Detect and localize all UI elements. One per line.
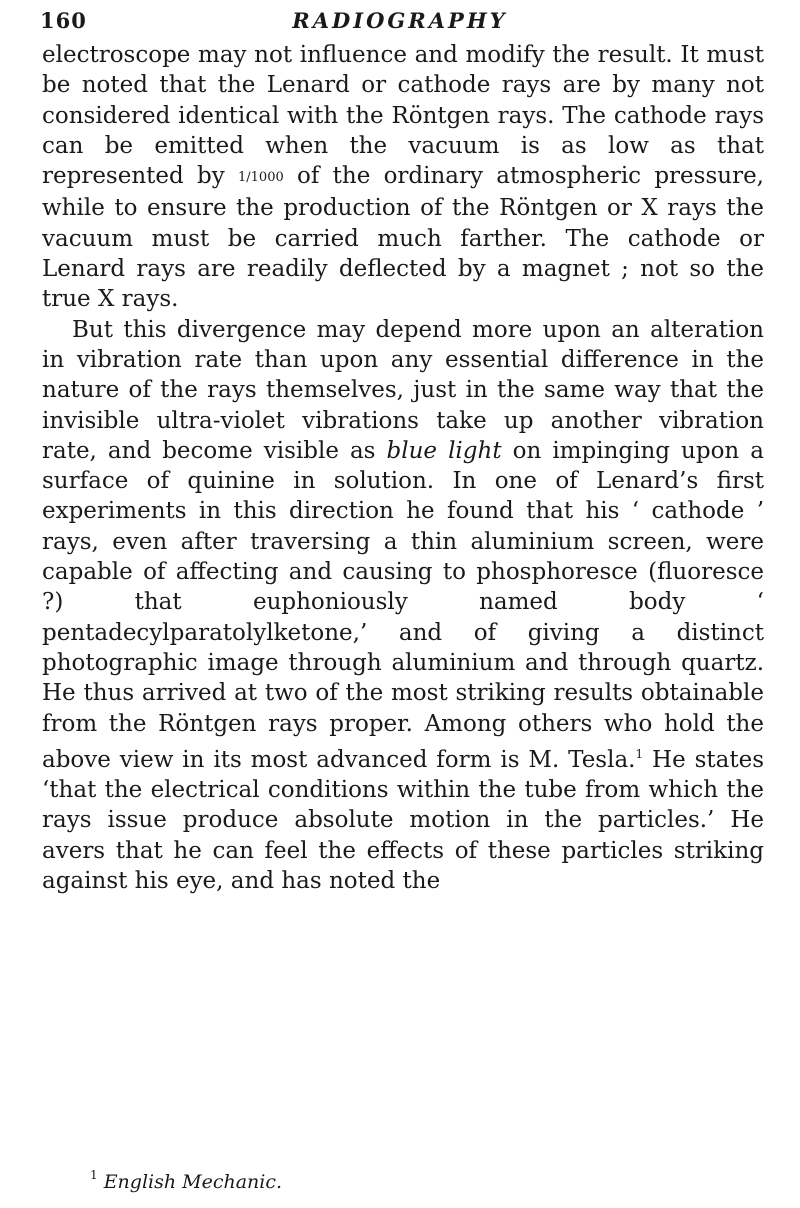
fraction: 1/1000 [238,170,284,186]
footnote-text: English Mechanic. [103,1171,283,1193]
body-text [42,40,764,896]
paragraph-text: But this divergence may depend more upon an alteration in vibration rate than upon any essential difference in the nature of the rays themselves, just in the same way that the invisible ultra-violet vibrations take up another vibration rate, and become visible as [42,316,764,464]
paragraph-text: on impinging upon a surface of quinine in solution. In one of Lenard’s first experiments in this direction he found that his ‘ cathode ’ rays, even after traversing a thin aluminium screen, were capable of affecting and causing to phosphoresce (fluoresce ?) that euphoniously named body ‘ pentadecylparatolylketone,’ and of giving a distinct photographic image through aluminium and through quartz. He thus arrived at two of the most striking results obtainable from the Röntgen rays proper. Among others who hold the above view in its most advanced form is M. Tesla. [42,437,764,773]
paragraph-text: He states ‘that the electrical conditions within the tube from which the rays issue produce absolute motion in the particles.’ He avers that he can feel the effects of these particles striking against his eye, and has noted the [42,746,764,895]
paragraph [42,40,764,315]
footnote-reference: 1 [635,746,644,761]
running-head: RADIOGRAPHY [292,8,508,33]
paragraph-text: of the ordinary atmospheric pressure, while to ensure the production of the Röntgen or X rays the vacuum must be carried much farther. The cathode or Lenard rays are readily deflected by a magnet ; not so the true X rays. [42,163,764,313]
page-header [40,4,760,38]
footnote [90,1168,750,1193]
paragraph [42,315,764,897]
page-number: 160 [40,8,87,33]
emphasis-text: blue light [386,437,502,464]
footnote-marker: 1 [90,1168,98,1182]
paragraph-text: electroscope may not influence and modify the result. It must be noted that the Lenard or cathode rays are by many not considered identical with the Röntgen rays. The cathode rays can be emitted when the vacuum is as low as that represented by [42,42,764,190]
